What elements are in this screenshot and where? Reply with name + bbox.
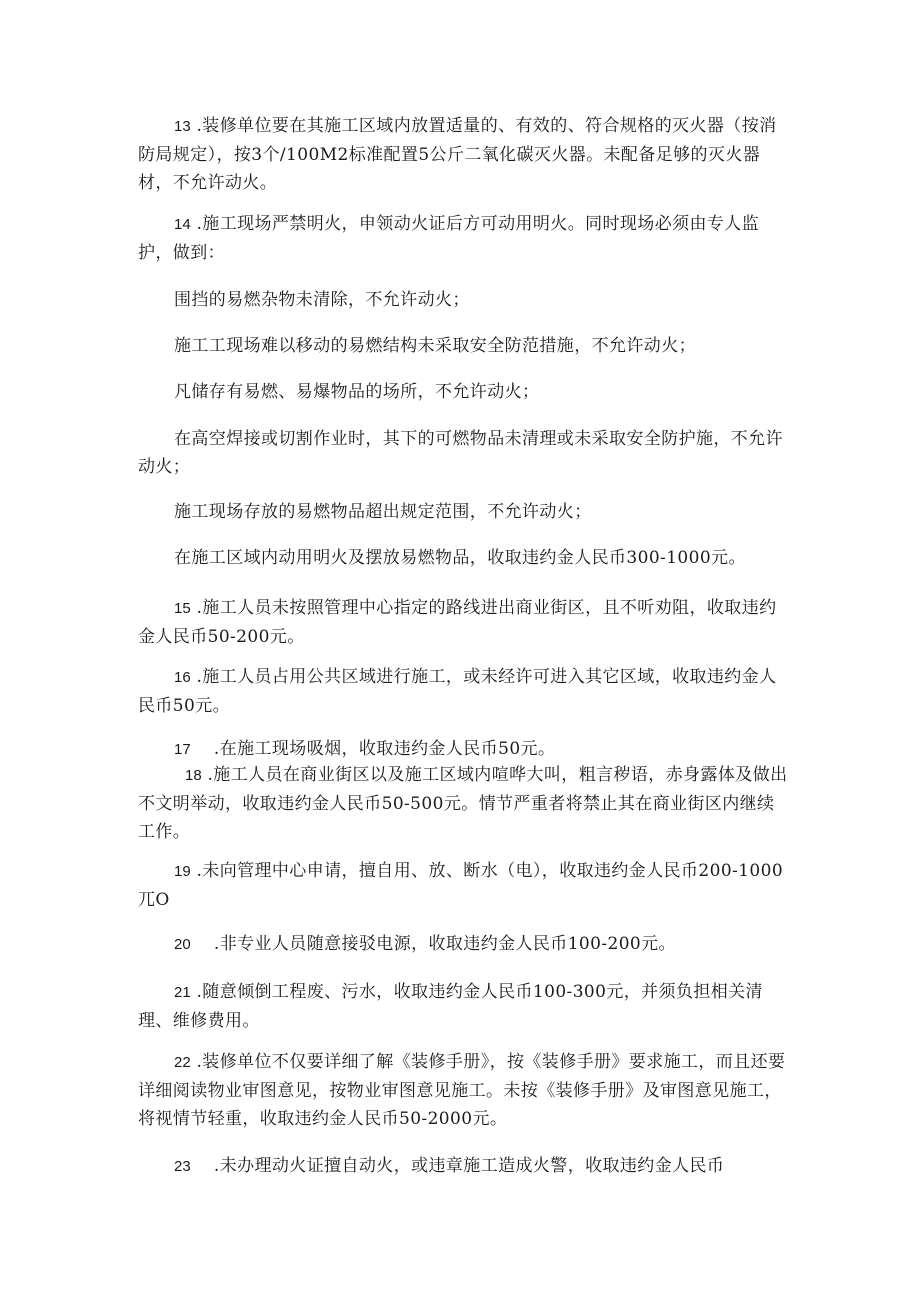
clause-23 [174, 1152, 724, 1181]
clause-18 [138, 761, 788, 846]
clause-text: .未向管理中心申请，擅自用、放、断水（电），收取违约金人民币200-1000兀O [138, 861, 784, 910]
clause-number: 23 [174, 1158, 191, 1175]
clause-text: .未办理动火证擅自动火，或违章施工造成火警，收取违约金人民币 [213, 1156, 725, 1176]
clause-17 [174, 735, 555, 764]
clause-number: 20 [174, 936, 191, 953]
clause-number: 21 [174, 984, 191, 1001]
clause-15 [138, 594, 788, 651]
sub-item: 在施工区域内动用明火及摆放易燃物品，收取违约金人民币300-1000元。 [174, 548, 746, 568]
clause-20 [174, 930, 676, 959]
clause-13 [138, 112, 788, 197]
clause-19 [138, 857, 788, 914]
clause-text: .在施工现场吸烟，收取违约金人民币50元。 [213, 739, 556, 759]
clause-16 [138, 663, 788, 720]
sub-item-text: 在高空焊接或切割作业时，其下的可燃物品未清理或未采取安全防护施，不允许动火； [138, 429, 783, 477]
sub-item: 施工现场存放的易燃物品超出规定范围，不允许动火； [174, 502, 592, 522]
clause-number: 18 [185, 767, 202, 784]
clause-text: .施工人员未按照管理中心指定的路线进出商业街区，且不听劝阻，收取违约金人民币50-200元。 [138, 598, 777, 647]
clause-22 [138, 1048, 788, 1133]
clause-text: .施工人员在商业街区以及施工区域内喧哗大叫，粗言秽语，赤身露体及做出不文明举动，收取违约金人民币50-500元。情节严重者将禁止其在商业街区内继续工作。 [138, 765, 788, 842]
clause-text: .随意倾倒工程废、污水，收取违约金人民币100-300元，并须负担相关清理、维修费用。 [138, 982, 763, 1031]
clause-number: 13 [174, 118, 191, 135]
clause-number: 17 [174, 741, 191, 758]
clause-14 [138, 210, 788, 267]
clause-text: .施工人员占用公共区域进行施工，或未经许可进入其它区域，收取违约金人民币50元。 [138, 667, 777, 716]
sub-item: 凡储存有易燃、易爆物品的场所，不允许动火； [174, 382, 540, 402]
sub-item: 围挡的易燃杂物未清除，不允许动火； [174, 290, 470, 310]
clause-text: .施工现场严禁明火，申领动火证后方可动用明火。同时现场必须由专人监护，做到： [138, 214, 760, 263]
clause-number: 15 [174, 600, 191, 617]
sub-item [138, 425, 788, 481]
clause-number: 14 [174, 216, 191, 233]
clause-text: .非专业人员随意接驳电源，收取违约金人民币100-200元。 [213, 934, 676, 954]
clause-number: 19 [174, 863, 191, 880]
clause-text: .装修单位不仅要详细了解《装修手册》，按《装修手册》要求施工，而且还要详细阅读物业审图意见，按物业审图意见施工。未按《装修手册》及审图意见施工，将视情节轻重，收取违约金人民币50-2000元。 [138, 1052, 786, 1129]
clause-21 [138, 978, 788, 1035]
clause-text: .装修单位要在其施工区域内放置适量的、有效的、符合规格的灭火器（按消防局规定），按3个/100M2标准配置5公斤二氧化碳灭火器。未配备足够的灭火器材，不允许动火。 [138, 116, 777, 193]
clause-number: 16 [174, 669, 191, 686]
sub-item: 施工工现场难以移动的易燃结构未采取安全防范措施，不允许动火； [174, 336, 696, 356]
clause-number: 22 [174, 1054, 191, 1071]
